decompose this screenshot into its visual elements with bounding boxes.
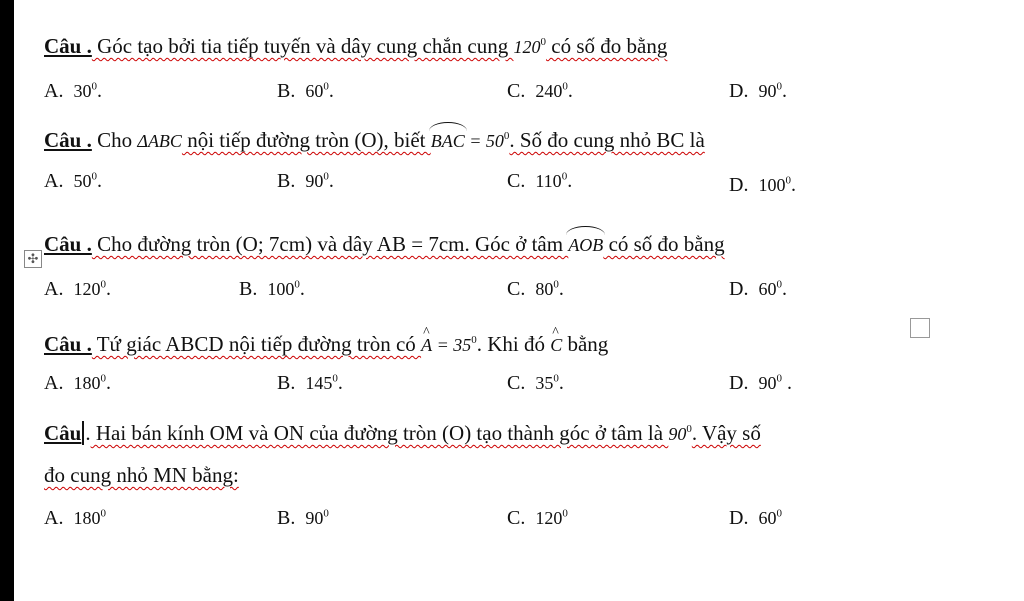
degree-sup: 0 (294, 278, 300, 291)
option-b[interactable] (277, 80, 334, 103)
option-value: 80 (535, 279, 554, 299)
option-letter: A. (44, 372, 64, 394)
option-d[interactable] (729, 278, 787, 301)
question-text: . Số đo cung nhỏ BC là (509, 128, 705, 152)
option-value: 50 (73, 171, 92, 191)
question-text: Góc tạo bởi tia tiếp tuyến và dây cung chắn cung (91, 34, 514, 58)
option-value: 90 (305, 171, 324, 191)
option-letter: C. (507, 278, 526, 300)
degree-sup: 0 (562, 80, 568, 93)
math-value: = 50 (464, 131, 504, 151)
option-b[interactable] (239, 278, 305, 301)
degree-sup: 0 (91, 170, 97, 183)
degree-sup: 0 (776, 278, 782, 291)
option-letter: C. (507, 80, 526, 102)
option-c[interactable] (507, 278, 564, 301)
degree-sup: 0 (562, 507, 568, 520)
anchor-box-icon[interactable] (910, 318, 930, 338)
option-value: 100 (267, 279, 295, 299)
option-tail: . (790, 174, 796, 196)
option-tail: . (781, 278, 787, 300)
degree-sup: 0 (540, 36, 546, 48)
question-text: đo cung nhỏ MN bằng: (44, 463, 239, 487)
option-a[interactable] (44, 507, 106, 530)
option-value: 120 (535, 508, 563, 528)
option-a[interactable] (44, 80, 102, 103)
question-1[interactable] (44, 28, 667, 61)
option-tail: . (105, 278, 111, 300)
question-3[interactable] (44, 230, 725, 259)
move-handle-icon[interactable]: ✣ (24, 250, 42, 268)
option-value: 60 (758, 508, 777, 528)
question-label: Câu (44, 421, 82, 445)
question-label: Câu . (44, 332, 92, 356)
question-label: Câu . (44, 34, 92, 58)
option-value: 90 (305, 508, 324, 528)
option-value: 60 (305, 81, 324, 101)
question-2[interactable] (44, 122, 705, 155)
degree-sup: 0 (561, 170, 568, 183)
option-letter: A. (44, 170, 64, 192)
option-letter: A. (44, 80, 64, 102)
question-4[interactable] (44, 326, 608, 359)
degree-sup: 0 (100, 372, 106, 385)
question-label: Câu . (44, 232, 92, 256)
option-a[interactable] (44, 372, 111, 395)
option-c[interactable] (507, 507, 568, 530)
question-text: có số đo bằng (546, 34, 668, 58)
degree-sup: 0 (776, 372, 782, 385)
degree-sup: 0 (785, 174, 791, 187)
option-value: 100 (758, 175, 786, 195)
degree-sup: 0 (323, 170, 329, 183)
question-label-dot: . (85, 421, 91, 445)
option-letter: D. (729, 278, 749, 300)
math-value: 120 (513, 37, 541, 57)
document-page (14, 0, 1024, 601)
option-value: 120 (73, 279, 101, 299)
option-value: 35 (535, 373, 554, 393)
option-letter: A. (44, 507, 64, 529)
degree-sup: 0 (686, 423, 692, 435)
option-d[interactable] (729, 174, 796, 197)
option-value: 90 (758, 373, 777, 393)
option-a[interactable] (44, 278, 111, 301)
question-text: Hai bán kính OM và ON của đường tròn (O) tạo thành góc ở tâm là (90, 421, 669, 445)
option-value: 90 (758, 81, 777, 101)
option-c[interactable] (507, 372, 564, 395)
option-letter: D. (729, 80, 749, 102)
option-tail: . (337, 372, 343, 394)
option-d[interactable] (729, 507, 782, 530)
angle-hat: ^ A (421, 331, 432, 359)
degree-sup: 0 (323, 80, 329, 93)
degree-sup: 0 (553, 278, 559, 291)
option-letter: C. (507, 507, 526, 529)
option-value: 240 (535, 81, 563, 101)
option-letter: D. (729, 507, 749, 529)
option-tail: . (105, 372, 111, 394)
option-letter: B. (277, 80, 296, 102)
angle-arc: BAC (431, 127, 465, 155)
question-text: bằng (562, 332, 609, 356)
option-tail: . (567, 170, 573, 192)
option-b[interactable] (277, 170, 334, 193)
question-text: . Khi đó (476, 332, 551, 356)
angle-arc: AOB (568, 231, 603, 259)
degree-sup: 0 (471, 334, 477, 346)
question-5[interactable] (44, 415, 761, 448)
question-text: có số đo bằng (603, 232, 725, 256)
degree-sup: 0 (776, 80, 782, 93)
option-tail: . (96, 170, 102, 192)
math-value: ΔABC (137, 131, 182, 151)
option-letter: B. (277, 507, 296, 529)
question-text: Tứ giác ABCD nội tiếp đường tròn có (91, 332, 422, 356)
option-tail: . (96, 80, 102, 102)
option-value: 60 (758, 279, 777, 299)
math-value: 90 (668, 424, 687, 444)
option-letter: B. (277, 170, 296, 192)
option-letter: C. (507, 372, 526, 394)
option-tail: . (781, 80, 787, 102)
option-b[interactable] (277, 372, 343, 395)
degree-sup: 0 (332, 372, 338, 385)
degree-sup: 0 (323, 507, 329, 520)
option-value: 30 (73, 81, 92, 101)
option-letter: B. (239, 278, 258, 300)
option-value: 145 (305, 373, 333, 393)
option-tail: . (567, 80, 573, 102)
option-value: 180 (73, 373, 101, 393)
option-letter: A. (44, 278, 64, 300)
degree-sup: 0 (100, 507, 106, 520)
option-tail: . (328, 170, 334, 192)
option-c[interactable] (507, 170, 572, 193)
degree-sup: 0 (776, 507, 782, 520)
angle-hat: ^ C (550, 331, 562, 359)
option-letter: D. (729, 372, 749, 394)
degree-sup: 0 (100, 278, 106, 291)
option-d[interactable] (729, 80, 787, 103)
degree-sup: 0 (91, 80, 97, 93)
degree-sup: 0 (553, 372, 559, 385)
option-tail: . (781, 372, 792, 394)
option-a[interactable] (44, 170, 102, 193)
option-tail: . (558, 278, 564, 300)
question-text: nội tiếp đường tròn (O), biết (181, 128, 431, 152)
option-value: 180 (73, 508, 101, 528)
option-tail: . (299, 278, 305, 300)
question-text: Cho (91, 128, 138, 152)
question-text: . Vậy số (691, 421, 761, 445)
question-text: Cho đường tròn (O; 7cm) và dây AB = 7cm. Góc ở tâm (91, 232, 569, 256)
question-label: Câu . (44, 128, 92, 152)
option-letter: D. (729, 174, 749, 196)
option-d[interactable] (729, 372, 792, 395)
option-b[interactable] (277, 507, 329, 530)
option-tail: . (558, 372, 564, 394)
degree-sup: 0 (503, 130, 510, 142)
option-tail: . (328, 80, 334, 102)
option-letter: B. (277, 372, 296, 394)
math-value: = 35 (432, 335, 472, 355)
option-c[interactable] (507, 80, 573, 103)
question-5-line-2[interactable] (44, 461, 239, 489)
option-value: 110 (535, 171, 562, 191)
option-letter: C. (507, 170, 526, 192)
